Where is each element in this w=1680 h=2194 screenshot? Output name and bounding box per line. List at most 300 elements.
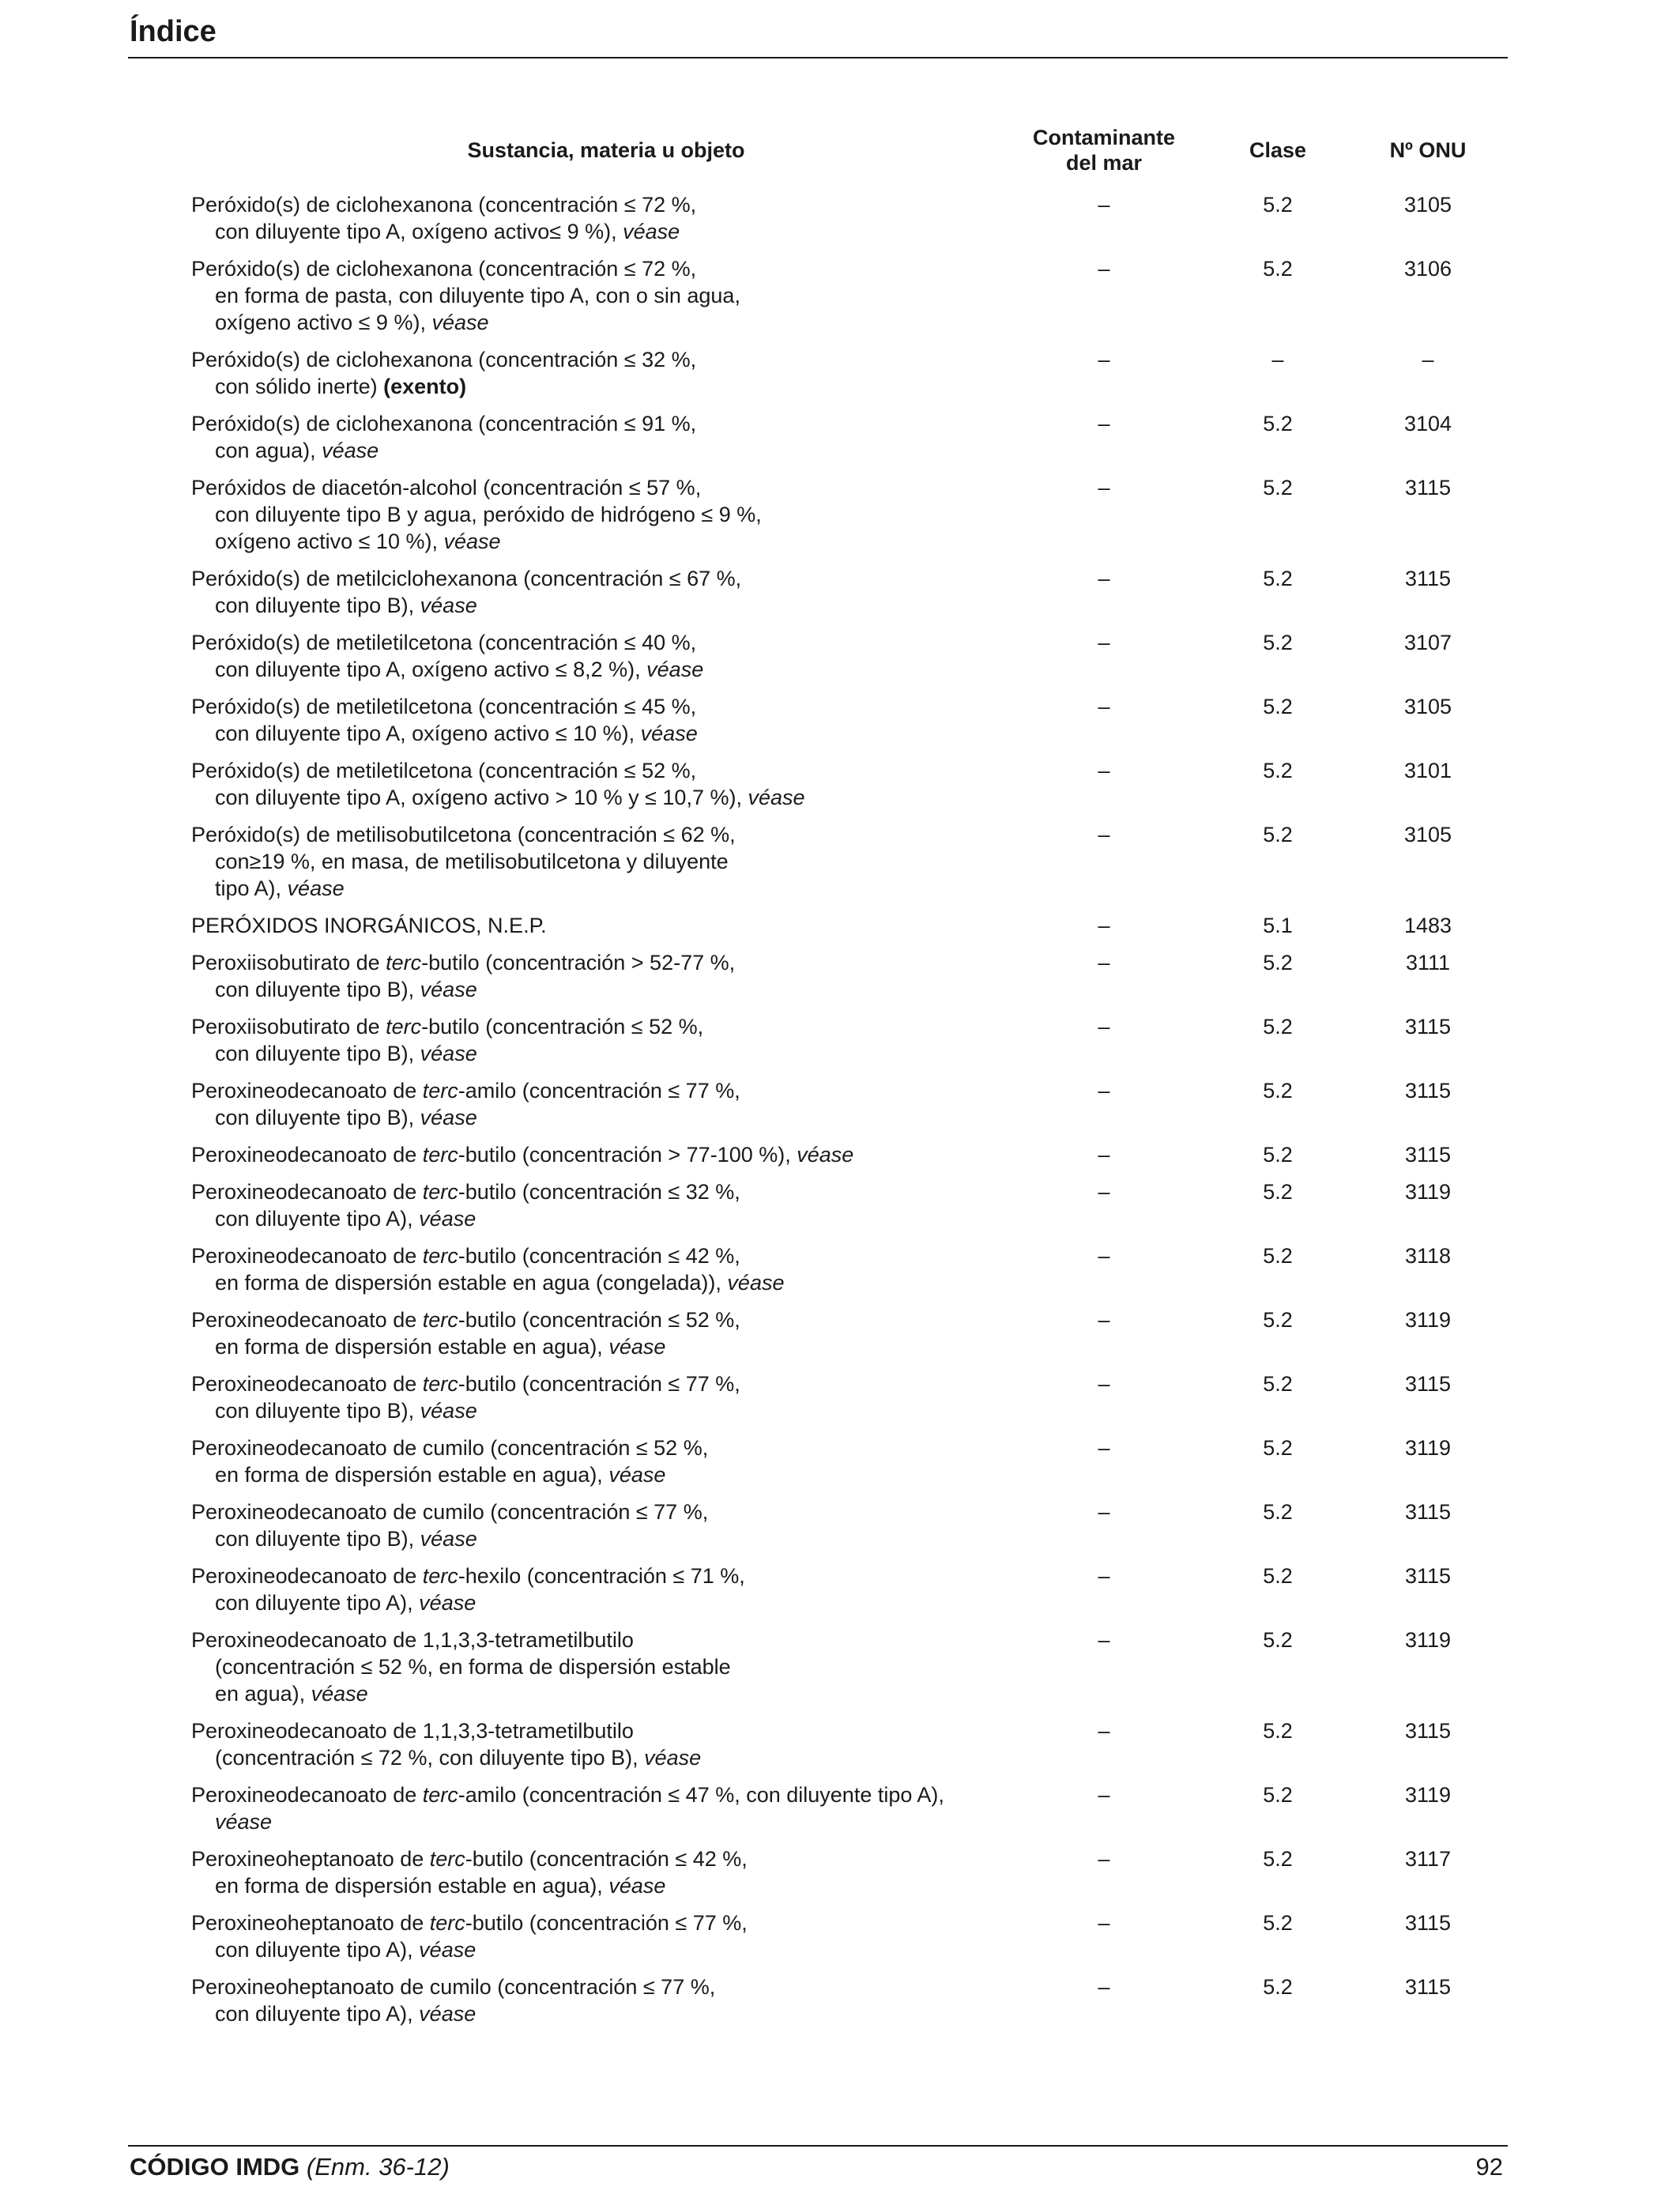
substance-cell <box>191 821 1029 902</box>
substance-line <box>191 1973 1029 2000</box>
class-cell: 5.2 <box>1263 1975 1293 1999</box>
table-row <box>191 757 1487 811</box>
marine-pollutant-cell: – <box>1098 1628 1110 1652</box>
substance-line <box>191 528 1029 555</box>
substance-line <box>191 1563 1029 1589</box>
class-cell: 5.2 <box>1263 1719 1293 1743</box>
substance-cell <box>191 410 1029 464</box>
substance-line <box>191 875 1029 902</box>
substance-line <box>191 437 1029 464</box>
column-headers <box>191 125 1487 182</box>
un-number-cell: 3115 <box>1404 476 1452 499</box>
substance-cell <box>191 629 1029 683</box>
substance-line <box>191 1717 1029 1744</box>
text-segment: en forma de dispersión estable en agua), <box>215 1335 609 1359</box>
table-row <box>191 1717 1487 1771</box>
substance-line <box>191 1680 1029 1707</box>
substance-line <box>191 720 1029 747</box>
substance-line <box>191 976 1029 1003</box>
substance-line <box>191 1434 1029 1461</box>
text-segment: -butilo (concentración ≤ 52 %, <box>421 1015 704 1039</box>
substance-line <box>191 1141 1029 1168</box>
footer-amendment: (Enm. 36-12) <box>306 2153 450 2181</box>
italic-text: terc <box>422 1143 458 1167</box>
substance-cell <box>191 1370 1029 1424</box>
text-segment: Peroxiisobutirato de <box>191 951 386 974</box>
marine-pollutant-cell: – <box>1098 1564 1110 1588</box>
table-row <box>191 346 1487 400</box>
text-segment: -amilo (concentración ≤ 47 %, con diluyente tipo A), <box>458 1783 944 1807</box>
substance-line <box>191 1370 1029 1397</box>
text-segment: -butilo (concentración ≤ 52 %, <box>458 1308 740 1332</box>
italic-text: véase <box>431 311 489 334</box>
substance-line <box>191 1013 1029 1040</box>
substance-cell <box>191 1973 1029 2027</box>
substance-cell <box>191 1909 1029 1963</box>
text-segment: Peróxido(s) de ciclohexanona (concentración ≤ 32 %, <box>191 348 697 371</box>
class-cell: 5.2 <box>1263 759 1293 782</box>
text-segment: Peróxido(s) de metiletilcetona (concentración ≤ 52 %, <box>191 759 697 782</box>
italic-text: terc <box>422 1783 458 1807</box>
table-row <box>191 1781 1487 1835</box>
table-row <box>191 1627 1487 1707</box>
class-cell: 5.2 <box>1263 476 1293 499</box>
marine-pollutant-cell: – <box>1098 476 1110 499</box>
class-cell: 5.2 <box>1263 1372 1293 1396</box>
text-segment: en agua), <box>215 1682 311 1706</box>
substance-line <box>191 191 1029 218</box>
substance-cell <box>191 1717 1029 1771</box>
marine-pollutant-cell: – <box>1098 695 1110 718</box>
substance-line <box>191 821 1029 848</box>
marine-pollutant-cell: – <box>1098 1911 1110 1935</box>
text-segment: con diluyente tipo A), <box>215 1591 420 1615</box>
marine-pollutant-cell: – <box>1098 951 1110 974</box>
substance-line <box>191 1872 1029 1899</box>
table-row <box>191 1434 1487 1488</box>
italic-text: terc <box>422 1244 458 1268</box>
class-cell: 5.2 <box>1263 1244 1293 1268</box>
text-segment: Peroxineodecanoato de <box>191 1180 423 1204</box>
substance-line <box>191 848 1029 875</box>
text-segment: con agua), <box>215 439 322 462</box>
substance-line <box>191 1498 1029 1525</box>
italic-text: terc <box>429 1847 465 1871</box>
marine-pollutant-cell: – <box>1098 1180 1110 1204</box>
text-segment: con diluyente tipo B y agua, peróxido de hidrógeno ≤ 9 %, <box>215 503 762 526</box>
table-row <box>191 1013 1487 1067</box>
un-number-cell: 3115 <box>1404 1719 1452 1743</box>
table-row <box>191 1498 1487 1552</box>
un-number-cell: 3115 <box>1404 1372 1452 1396</box>
marine-pollutant-cell: – <box>1098 1500 1110 1524</box>
class-cell: 5.2 <box>1263 823 1293 846</box>
marine-pollutant-cell: – <box>1098 1847 1110 1871</box>
text-segment: -butilo (concentración ≤ 42 %, <box>465 1847 748 1871</box>
table-row <box>191 255 1487 336</box>
text-segment: oxígeno activo ≤ 9 %), <box>215 311 432 334</box>
italic-text: véase <box>608 1874 666 1898</box>
substance-line <box>191 1909 1029 1936</box>
table-row <box>191 693 1487 747</box>
substance-line <box>191 592 1029 619</box>
italic-text: véase <box>443 530 501 553</box>
italic-text: véase <box>644 1746 702 1770</box>
text-segment: Peroxineodecanoato de 1,1,3,3-tetrametilbutilo <box>191 1719 634 1743</box>
table-body <box>191 191 1487 2027</box>
class-cell: 5.2 <box>1263 567 1293 590</box>
table-row <box>191 1909 1487 1963</box>
text-segment: con diluyente tipo A, oxígeno activo > 10 % y ≤ 10,7 %), <box>215 786 748 809</box>
substance-line <box>191 1104 1029 1131</box>
italic-text: terc <box>386 951 422 974</box>
un-number-cell: 3105 <box>1403 695 1452 718</box>
un-number-cell: 3119 <box>1404 1308 1452 1332</box>
substance-cell <box>191 255 1029 336</box>
substance-line <box>191 949 1029 976</box>
table-row <box>191 912 1487 939</box>
class-cell: 5.2 <box>1263 1847 1293 1871</box>
substance-line <box>191 1653 1029 1680</box>
marine-pollutant-cell: – <box>1098 1308 1110 1332</box>
page-number: 92 <box>1475 2153 1503 2181</box>
class-cell: 5.2 <box>1263 695 1293 718</box>
substance-cell <box>191 1077 1029 1131</box>
marine-pollutant-cell: – <box>1098 1719 1110 1743</box>
text-segment: en forma de dispersión estable en agua (congelada)), <box>215 1271 728 1295</box>
text-segment: Peróxido(s) de metilciclohexanona (concentración ≤ 67 %, <box>191 567 742 590</box>
text-segment: Peróxido(s) de ciclohexanona (concentración ≤ 91 %, <box>191 412 697 435</box>
substance-line <box>191 1744 1029 1771</box>
substance-line <box>191 1333 1029 1360</box>
table-row <box>191 1141 1487 1168</box>
italic-text: terc <box>422 1079 458 1103</box>
substance-line <box>191 255 1029 282</box>
italic-text: véase <box>727 1271 785 1295</box>
text-segment: Peróxido(s) de ciclohexanona (concentración ≤ 72 %, <box>191 257 697 281</box>
marine-pollutant-cell: – <box>1098 1143 1110 1167</box>
footer-publication <box>130 2151 450 2183</box>
substance-line <box>191 410 1029 437</box>
italic-text: terc <box>429 1911 465 1935</box>
class-cell: 5.2 <box>1263 1143 1293 1167</box>
text-segment: Peróxido(s) de metiletilcetona (concentración ≤ 45 %, <box>191 695 697 718</box>
italic-text: terc <box>422 1308 458 1332</box>
substance-cell <box>191 565 1029 619</box>
class-cell: 5.2 <box>1263 1628 1293 1652</box>
un-number-cell: 3115 <box>1404 1015 1452 1039</box>
substance-line <box>191 346 1029 373</box>
un-number-cell: 3115 <box>1404 1143 1452 1167</box>
text-segment: con diluyente tipo B), <box>215 594 420 617</box>
marine-pollutant-cell: – <box>1098 348 1110 371</box>
class-cell: 5.2 <box>1263 1308 1293 1332</box>
italic-text: véase <box>608 1463 666 1487</box>
class-cell: – <box>1271 348 1284 371</box>
substance-line <box>191 1205 1029 1232</box>
italic-text: véase <box>322 439 379 462</box>
substance-cell <box>191 693 1029 747</box>
italic-text: véase <box>748 786 805 809</box>
substance-cell <box>191 1306 1029 1360</box>
substance-line <box>191 1269 1029 1296</box>
un-number-cell: 1483 <box>1403 914 1452 937</box>
substance-line <box>191 565 1029 592</box>
italic-text: véase <box>420 1527 477 1551</box>
substance-line <box>191 1397 1029 1424</box>
substance-line <box>191 1306 1029 1333</box>
un-number-cell: 3107 <box>1403 631 1452 654</box>
italic-text: véase <box>287 876 345 900</box>
class-cell: 5.2 <box>1263 1436 1293 1460</box>
text-segment: con≥19 %, en masa, de metilisobutilcetona y diluyente <box>215 850 729 873</box>
substance-line <box>191 218 1029 245</box>
substance-line <box>191 912 1029 939</box>
marine-pollutant-cell: – <box>1098 1436 1110 1460</box>
substance-cell <box>191 949 1029 1003</box>
text-segment: con diluyente tipo A, oxígeno activo ≤ 10 %), <box>215 722 641 745</box>
marine-pollutant-cell: – <box>1098 257 1110 281</box>
substance-line <box>191 1627 1029 1653</box>
marine-pollutant-cell: – <box>1098 567 1110 590</box>
text-segment: Peroxineoheptanoato de cumilo (concentración ≤ 77 %, <box>191 1975 716 1999</box>
column-header-substance: Sustancia, materia u objeto <box>467 138 745 162</box>
substance-line <box>191 1589 1029 1616</box>
text-segment: -butilo (concentración > 52-77 %, <box>421 951 736 974</box>
footer-code: CÓDIGO IMDG <box>130 2153 300 2181</box>
table-row <box>191 191 1487 245</box>
marine-pollutant-cell: – <box>1098 759 1110 782</box>
text-segment: Peróxido(s) de metilisobutilcetona (concentración ≤ 62 %, <box>191 823 736 846</box>
text-segment: con diluyente tipo B), <box>215 1106 420 1129</box>
substance-cell <box>191 1178 1029 1232</box>
text-segment: con diluyente tipo B), <box>215 1042 420 1065</box>
text-segment: Peroxineodecanoato de 1,1,3,3-tetrametilbutilo <box>191 1628 634 1652</box>
marine-pollutant-cell: – <box>1098 1015 1110 1039</box>
substance-line <box>191 1808 1029 1835</box>
text-segment: -amilo (concentración ≤ 77 %, <box>458 1079 740 1103</box>
text-segment: Peroxineodecanoato de <box>191 1244 423 1268</box>
text-segment: (concentración ≤ 52 %, en forma de dispersión estable <box>215 1655 731 1679</box>
substance-line <box>191 1525 1029 1552</box>
substance-cell <box>191 1498 1029 1552</box>
un-number-cell: 3101 <box>1403 759 1452 782</box>
text-segment: Peroxineodecanoato de <box>191 1564 423 1588</box>
un-number-cell: 3119 <box>1404 1783 1452 1807</box>
un-number-cell: 3115 <box>1404 1911 1452 1935</box>
text-segment: con diluyente tipo B), <box>215 1399 420 1423</box>
substance-cell <box>191 912 1029 939</box>
italic-text: véase <box>646 658 704 681</box>
marine-pollutant-cell: – <box>1098 193 1110 217</box>
text-segment: Peróxido(s) de metiletilcetona (concentración ≤ 40 %, <box>191 631 697 654</box>
text-segment: con diluyente tipo A), <box>215 1207 420 1231</box>
marine-pollutant-cell: – <box>1098 631 1110 654</box>
substance-line <box>191 373 1029 400</box>
text-segment: con sólido inerte) <box>215 375 384 398</box>
marine-pollutant-cell: – <box>1098 1783 1110 1807</box>
substance-cell <box>191 1627 1029 1707</box>
text-segment: con diluyente tipo A), <box>215 1938 420 1962</box>
column-header-class: Clase <box>1249 138 1307 162</box>
italic-text: véase <box>420 1042 477 1065</box>
text-segment: -hexilo (concentración ≤ 71 %, <box>458 1564 745 1588</box>
italic-text: véase <box>311 1682 368 1706</box>
italic-text: véase <box>420 1106 477 1129</box>
text-segment: oxígeno activo ≤ 10 %), <box>215 530 444 553</box>
substance-line <box>191 757 1029 784</box>
text-segment: Peroxineodecanoato de <box>191 1372 423 1396</box>
substance-line <box>191 1781 1029 1808</box>
text-segment: -butilo (concentración ≤ 77 %, <box>458 1372 740 1396</box>
table-row <box>191 1973 1487 2027</box>
italic-text: véase <box>419 1938 477 1962</box>
substance-cell <box>191 1141 1029 1168</box>
class-cell: 5.1 <box>1263 914 1293 937</box>
un-number-cell: 3106 <box>1403 257 1452 281</box>
text-segment: en forma de dispersión estable en agua), <box>215 1463 609 1487</box>
column-header-marine-pollutant <box>1013 125 1195 175</box>
un-number-cell: 3111 <box>1405 951 1451 974</box>
un-number-cell: 3119 <box>1404 1628 1452 1652</box>
italic-text: véase <box>420 594 477 617</box>
substance-cell <box>191 191 1029 245</box>
substance-line <box>191 1242 1029 1269</box>
column-header-un-number: Nº ONU <box>1389 138 1467 162</box>
marine-pollutant-cell: – <box>1098 1079 1110 1103</box>
table-row <box>191 474 1487 555</box>
page-title: Índice <box>130 15 217 48</box>
table-row <box>191 1845 1487 1899</box>
table-row <box>191 1306 1487 1360</box>
text-segment: (concentración ≤ 72 %, con diluyente tipo B), <box>215 1746 645 1770</box>
substance-cell <box>191 474 1029 555</box>
italic-text: véase <box>640 722 698 745</box>
text-segment: Peróxido(s) de ciclohexanona (concentración ≤ 72 %, <box>191 193 697 217</box>
italic-text: véase <box>420 978 477 1001</box>
text-segment: PERÓXIDOS INORGÁNICOS, N.E.P. <box>191 914 547 937</box>
un-number-cell: 3105 <box>1403 823 1452 846</box>
substance-line <box>191 1178 1029 1205</box>
class-cell: 5.2 <box>1263 257 1293 281</box>
table-row <box>191 1563 1487 1616</box>
substance-line <box>191 629 1029 656</box>
marine-pollutant-cell: – <box>1098 1975 1110 1999</box>
class-cell: 5.2 <box>1263 412 1293 435</box>
table-row <box>191 1242 1487 1296</box>
un-number-cell: 3115 <box>1404 1975 1452 1999</box>
substance-cell <box>191 757 1029 811</box>
table-row <box>191 949 1487 1003</box>
class-cell: 5.2 <box>1263 1564 1293 1588</box>
un-number-cell: – <box>1422 348 1434 371</box>
substance-cell <box>191 1845 1029 1899</box>
substance-line <box>191 309 1029 336</box>
italic-text: terc <box>386 1015 422 1039</box>
class-cell: 5.2 <box>1263 631 1293 654</box>
column-header-marine-pollutant-line: del mar <box>1065 151 1143 175</box>
italic-text: terc <box>422 1372 458 1396</box>
substance-line <box>191 1845 1029 1872</box>
class-cell: 5.2 <box>1263 1911 1293 1935</box>
table-row <box>191 1077 1487 1131</box>
text-segment: -butilo (concentración > 77-100 %), <box>458 1143 797 1167</box>
text-segment: Peroxineoheptanoato de <box>191 1911 430 1935</box>
class-cell: 5.2 <box>1263 1015 1293 1039</box>
text-segment: tipo A), <box>215 876 288 900</box>
text-segment: en forma de pasta, con diluyente tipo A, con o sin agua, <box>215 284 740 307</box>
un-number-cell: 3119 <box>1404 1436 1452 1460</box>
text-segment: con diluyente tipo A), <box>215 2002 420 2026</box>
substance-line <box>191 784 1029 811</box>
substance-line <box>191 693 1029 720</box>
substance-cell <box>191 1781 1029 1835</box>
text-segment: con diluyente tipo B), <box>215 978 420 1001</box>
italic-text: véase <box>797 1143 854 1167</box>
italic-text: véase <box>623 220 680 243</box>
italic-text: véase <box>419 1591 477 1615</box>
class-cell: 5.2 <box>1263 193 1293 217</box>
bold-text: (exento) <box>383 375 467 398</box>
text-segment: Peroxineodecanoato de <box>191 1308 423 1332</box>
text-segment: Peroxineodecanoato de cumilo (concentración ≤ 52 %, <box>191 1436 709 1460</box>
substance-line <box>191 1040 1029 1067</box>
marine-pollutant-cell: – <box>1098 1244 1110 1268</box>
text-segment: con diluyente tipo A, oxígeno activo ≤ 8,2 %), <box>215 658 647 681</box>
class-cell: 5.2 <box>1263 1079 1293 1103</box>
class-cell: 5.2 <box>1263 1783 1293 1807</box>
un-number-cell: 3104 <box>1403 412 1452 435</box>
un-number-cell: 3105 <box>1403 193 1452 217</box>
substance-cell <box>191 346 1029 400</box>
table-row <box>191 565 1487 619</box>
marine-pollutant-cell: – <box>1098 914 1110 937</box>
table-row <box>191 410 1487 464</box>
text-segment: -butilo (concentración ≤ 77 %, <box>465 1911 748 1935</box>
substance-cell <box>191 1242 1029 1296</box>
text-segment: Peroxineodecanoato de cumilo (concentración ≤ 77 %, <box>191 1500 709 1524</box>
text-segment: Peroxineoheptanoato de <box>191 1847 430 1871</box>
substance-line <box>191 1077 1029 1104</box>
italic-text: véase <box>420 1399 477 1423</box>
substance-cell <box>191 1013 1029 1067</box>
substance-line <box>191 656 1029 683</box>
un-number-cell: 3119 <box>1404 1180 1452 1204</box>
italic-text: véase <box>419 1207 477 1231</box>
substance-line <box>191 1461 1029 1488</box>
text-segment: Peroxineodecanoato de <box>191 1143 423 1167</box>
substance-cell <box>191 1434 1029 1488</box>
text-segment: -butilo (concentración ≤ 32 %, <box>458 1180 740 1204</box>
marine-pollutant-cell: – <box>1098 1372 1110 1396</box>
marine-pollutant-cell: – <box>1098 823 1110 846</box>
page-footer <box>128 2145 1508 2189</box>
un-number-cell: 3117 <box>1404 1847 1452 1871</box>
italic-text: véase <box>215 1810 273 1834</box>
un-number-cell: 3115 <box>1404 1500 1452 1524</box>
un-number-cell: 3115 <box>1404 567 1452 590</box>
text-segment: con diluyente tipo B), <box>215 1527 420 1551</box>
class-cell: 5.2 <box>1263 951 1293 974</box>
table-row <box>191 629 1487 683</box>
text-segment: Peroxiisobutirato de <box>191 1015 386 1039</box>
text-segment: Peroxineodecanoato de <box>191 1079 423 1103</box>
index-table <box>191 125 1487 2038</box>
substance-line <box>191 501 1029 528</box>
text-segment: en forma de dispersión estable en agua), <box>215 1874 609 1898</box>
column-header-marine-pollutant-line: Contaminante <box>1032 126 1175 149</box>
class-cell: 5.2 <box>1263 1500 1293 1524</box>
